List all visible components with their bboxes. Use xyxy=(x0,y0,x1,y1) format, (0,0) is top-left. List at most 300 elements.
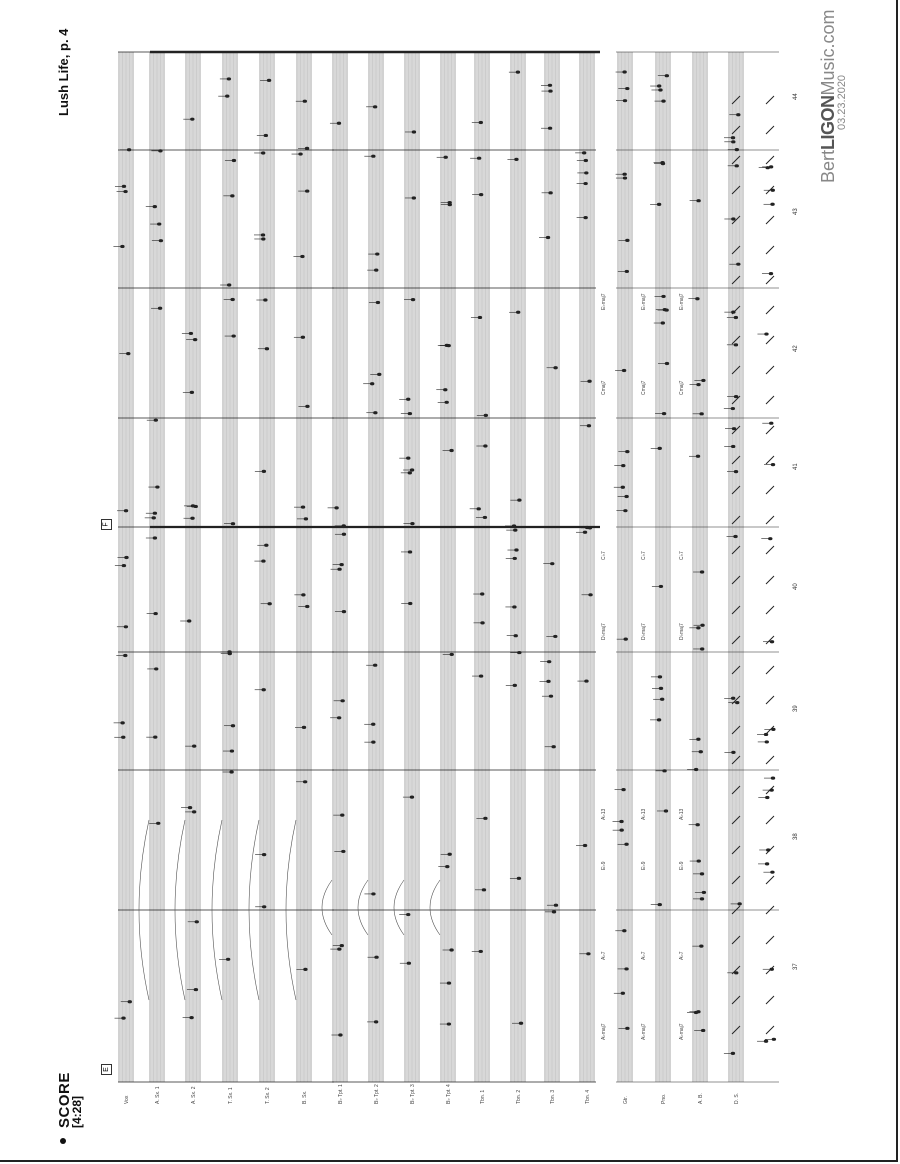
measure-number-43: 43 xyxy=(793,208,799,215)
note-head xyxy=(192,810,196,813)
note-head xyxy=(665,74,669,77)
note-head xyxy=(624,495,628,498)
note-head xyxy=(407,962,411,965)
note-head xyxy=(123,190,127,193)
note-head xyxy=(661,162,665,165)
note-head xyxy=(262,470,266,473)
note-head xyxy=(124,625,128,628)
note-head xyxy=(625,1027,629,1030)
note-head xyxy=(621,992,625,995)
note-head xyxy=(375,252,379,255)
note-head xyxy=(731,751,735,754)
note-head xyxy=(230,749,234,752)
rhythm-slash xyxy=(766,816,774,824)
note-head xyxy=(735,164,739,167)
note-head xyxy=(226,958,230,961)
note-head xyxy=(410,468,414,471)
rhythm-slash xyxy=(766,456,774,464)
rhythm-slash xyxy=(766,126,774,134)
note-head xyxy=(699,945,703,948)
note-head xyxy=(546,236,550,239)
note-head xyxy=(625,450,629,453)
note-head xyxy=(736,113,740,116)
note-head xyxy=(342,533,346,536)
staff-label-4: T. Sx. 1 xyxy=(228,1087,234,1104)
note-head xyxy=(227,77,231,80)
rhythm-slash xyxy=(766,576,774,584)
slur xyxy=(358,880,368,935)
rhythm-slash xyxy=(766,246,774,254)
note-head xyxy=(301,336,305,339)
note-head xyxy=(301,593,305,596)
note-head xyxy=(340,944,344,947)
note-head xyxy=(412,130,416,133)
note-head xyxy=(340,814,344,817)
note-head xyxy=(263,298,267,301)
note-head xyxy=(622,173,626,176)
note-head xyxy=(305,405,309,408)
note-head xyxy=(124,556,128,559)
note-head xyxy=(478,316,482,319)
score-timestamp: [4:28] xyxy=(70,1095,84,1128)
note-head xyxy=(371,723,375,726)
note-head xyxy=(517,651,521,654)
staff-label-16: Pno. xyxy=(661,1093,667,1104)
note-head xyxy=(694,768,698,771)
note-head xyxy=(231,522,235,525)
note-head xyxy=(408,471,412,474)
note-head xyxy=(300,255,304,258)
chord-symbol: A♭13 xyxy=(679,808,685,820)
note-head xyxy=(765,796,769,799)
note-head xyxy=(770,640,774,643)
note-head xyxy=(444,401,448,404)
note-head xyxy=(371,155,375,158)
note-head xyxy=(658,675,662,678)
slur xyxy=(322,880,332,935)
note-head xyxy=(410,796,414,799)
note-head xyxy=(583,844,587,847)
rhythm-slash xyxy=(766,426,774,434)
note-head xyxy=(189,1016,193,1019)
note-head xyxy=(661,295,665,298)
note-head xyxy=(624,638,628,641)
note-head xyxy=(734,470,738,473)
rhythm-slash xyxy=(766,546,774,554)
chord-symbol: E♭maj7 xyxy=(679,293,685,310)
note-head xyxy=(122,564,126,567)
note-head xyxy=(231,724,235,727)
staff-label-12: Tbn. 2 xyxy=(516,1089,522,1104)
note-head xyxy=(699,412,703,415)
note-head xyxy=(477,157,481,160)
note-head xyxy=(619,820,623,823)
note-head xyxy=(658,903,662,906)
note-head xyxy=(734,343,738,346)
note-head xyxy=(765,166,769,169)
note-head xyxy=(623,509,627,512)
note-head xyxy=(548,84,552,87)
note-head xyxy=(772,1038,776,1041)
note-head xyxy=(121,1017,125,1020)
note-head xyxy=(264,134,268,137)
note-head xyxy=(341,850,345,853)
rhythm-slash xyxy=(766,876,774,884)
brand-bold: LIGON xyxy=(818,95,838,150)
note-head xyxy=(771,463,775,466)
note-head xyxy=(695,823,699,826)
note-head xyxy=(624,967,628,970)
note-head xyxy=(619,829,623,832)
rhythm-slash xyxy=(766,696,774,704)
note-head xyxy=(303,100,307,103)
note-head xyxy=(342,610,346,613)
note-head xyxy=(553,635,557,638)
note-head xyxy=(410,522,414,525)
note-head xyxy=(154,419,158,422)
note-head xyxy=(660,698,664,701)
note-head xyxy=(622,929,626,932)
note-head xyxy=(337,122,341,125)
note-head xyxy=(554,904,558,907)
note-head xyxy=(153,736,157,739)
note-head xyxy=(447,201,451,204)
note-head xyxy=(445,865,449,868)
note-head xyxy=(406,457,410,460)
note-head xyxy=(123,654,127,657)
chord-symbol: A♭maj7 xyxy=(679,1023,685,1040)
note-head xyxy=(662,769,666,772)
note-head xyxy=(701,1029,705,1032)
measure-number-39: 39 xyxy=(793,705,799,712)
note-head xyxy=(483,817,487,820)
note-head xyxy=(305,147,309,150)
note-head xyxy=(548,191,552,194)
note-head xyxy=(696,738,700,741)
note-head xyxy=(374,956,378,959)
staff-label-14: Tbn. 4 xyxy=(585,1089,591,1104)
note-head xyxy=(228,652,232,655)
note-head xyxy=(514,158,518,161)
rhythm-slash xyxy=(766,756,774,764)
note-head xyxy=(659,585,663,588)
chord-symbol: A♭maj7 xyxy=(601,1023,607,1040)
note-head xyxy=(584,171,588,174)
note-head xyxy=(700,647,704,650)
note-head xyxy=(549,695,553,698)
note-head xyxy=(305,605,309,608)
note-head xyxy=(623,176,627,179)
note-head xyxy=(517,877,521,880)
rhythm-slash xyxy=(766,336,774,344)
chord-symbol: Cmaj7 xyxy=(641,380,647,395)
note-head xyxy=(770,203,774,206)
note-head xyxy=(267,602,271,605)
note-head xyxy=(731,407,735,410)
note-head xyxy=(370,382,374,385)
note-head xyxy=(406,398,410,401)
chord-symbol: C♭7 xyxy=(641,551,647,560)
note-head xyxy=(764,332,768,335)
note-head xyxy=(664,809,668,812)
note-head xyxy=(411,298,415,301)
note-head xyxy=(765,740,769,743)
note-head xyxy=(765,862,769,865)
note-head xyxy=(551,745,555,748)
note-head xyxy=(158,307,162,310)
note-head xyxy=(516,311,520,314)
note-head xyxy=(621,788,625,791)
note-head xyxy=(267,79,271,82)
note-head xyxy=(513,684,517,687)
note-head xyxy=(265,347,269,350)
note-head xyxy=(696,455,700,458)
note-head xyxy=(695,297,699,300)
note-head xyxy=(583,216,587,219)
note-head xyxy=(547,660,551,663)
note-head xyxy=(262,905,266,908)
note-head xyxy=(769,272,773,275)
note-head xyxy=(733,535,737,538)
note-head xyxy=(484,414,488,417)
chord-symbol: E♭9 xyxy=(641,861,647,870)
rhythm-slash xyxy=(766,396,774,404)
note-head xyxy=(374,269,378,272)
note-head xyxy=(305,189,309,192)
chord-symbol: A♭maj7 xyxy=(641,1023,647,1040)
brand-suffix: Music.com xyxy=(818,9,838,96)
note-head xyxy=(153,612,157,615)
note-head xyxy=(190,391,194,394)
note-head xyxy=(658,447,662,450)
note-head xyxy=(771,776,775,779)
note-head xyxy=(447,981,451,984)
note-head xyxy=(621,464,625,467)
note-head xyxy=(230,298,234,301)
chord-symbol: Cmaj7 xyxy=(601,380,607,395)
note-head xyxy=(546,680,550,683)
note-head xyxy=(261,688,265,691)
note-head xyxy=(764,1040,768,1043)
note-head xyxy=(548,89,552,92)
note-head xyxy=(450,653,454,656)
note-head xyxy=(696,626,700,629)
note-head xyxy=(696,199,700,202)
staff-label-11: Tbn. 1 xyxy=(480,1089,486,1104)
note-head xyxy=(622,369,626,372)
note-head xyxy=(657,718,661,721)
note-head xyxy=(188,806,192,809)
brand-prefix: Bert xyxy=(818,149,838,183)
staff-label-9: B♭ Tpt. 3 xyxy=(410,1084,416,1104)
note-head xyxy=(625,87,629,90)
measure-number-37: 37 xyxy=(793,963,799,970)
note-head xyxy=(516,71,520,74)
brand-date: 03.23.2020 xyxy=(836,74,848,130)
note-head xyxy=(232,159,236,162)
note-head xyxy=(731,136,735,139)
note-head xyxy=(735,148,739,151)
note-head xyxy=(512,524,516,527)
note-head xyxy=(658,88,662,91)
note-head xyxy=(657,84,661,87)
note-head xyxy=(514,634,518,637)
chord-symbol: E♭maj7 xyxy=(641,293,647,310)
score-label: SCORE xyxy=(56,1072,73,1128)
chord-symbol: Cmaj7 xyxy=(679,380,685,395)
note-head xyxy=(337,716,341,719)
note-head xyxy=(408,550,412,553)
note-head xyxy=(661,321,665,324)
note-head xyxy=(694,1011,698,1014)
note-head xyxy=(155,485,159,488)
note-head xyxy=(194,505,198,508)
note-head xyxy=(584,679,588,682)
note-head xyxy=(342,524,346,527)
note-head xyxy=(513,529,517,532)
rhythm-slash xyxy=(766,156,774,164)
chord-symbol: C♭7 xyxy=(679,551,685,560)
note-head xyxy=(154,667,158,670)
chord-symbol: E♭maj7 xyxy=(601,293,607,310)
note-head xyxy=(550,562,554,565)
note-head xyxy=(588,593,592,596)
slur xyxy=(394,880,404,935)
note-head xyxy=(261,559,265,562)
note-head xyxy=(124,509,128,512)
note-head xyxy=(302,726,306,729)
staff-label-3: A. Sx. 2 xyxy=(191,1086,197,1104)
note-head xyxy=(158,149,162,152)
note-head xyxy=(659,687,663,690)
staff-label-1: Vox xyxy=(124,1095,130,1104)
staff-label-18: D. S. xyxy=(734,1092,740,1104)
note-head xyxy=(588,526,592,529)
page-title: Lush Life, p. 4 xyxy=(56,28,71,116)
note-head xyxy=(552,910,556,913)
note-head xyxy=(447,853,451,856)
note-head xyxy=(153,205,157,208)
note-head xyxy=(625,239,629,242)
note-head xyxy=(700,897,704,900)
note-head xyxy=(227,283,231,286)
measure-number-38: 38 xyxy=(793,833,799,840)
note-head xyxy=(121,736,125,739)
note-head xyxy=(194,988,198,991)
slur xyxy=(430,880,440,935)
note-head xyxy=(584,159,588,162)
rehearsal-mark-e: E xyxy=(101,1064,112,1075)
note-head xyxy=(303,780,307,783)
rhythm-slash xyxy=(766,306,774,314)
note-head xyxy=(479,121,483,124)
chord-symbol: E♭9 xyxy=(601,861,607,870)
chord-symbol: D♭maj7 xyxy=(601,623,607,640)
rhythm-slash xyxy=(766,606,774,614)
note-head xyxy=(480,592,484,595)
rehearsal-mark-f: F xyxy=(101,519,112,530)
note-head xyxy=(189,332,193,335)
rhythm-slash xyxy=(766,216,774,224)
note-head xyxy=(479,950,483,953)
chord-symbol: A♭13 xyxy=(641,808,647,820)
note-head xyxy=(371,892,375,895)
note-head xyxy=(548,127,552,130)
chord-symbol: C♭7 xyxy=(601,551,607,560)
note-head xyxy=(482,888,486,891)
note-head xyxy=(699,750,703,753)
note-head xyxy=(702,891,706,894)
note-head xyxy=(770,871,774,874)
note-head xyxy=(582,151,586,154)
note-head xyxy=(261,233,265,236)
chord-symbol: A♭13 xyxy=(601,808,607,820)
note-head xyxy=(338,1033,342,1036)
rhythm-slash xyxy=(766,276,774,284)
measure-number-44: 44 xyxy=(793,93,799,100)
chord-symbol: A♭7 xyxy=(601,951,607,960)
chord-symbol: D♭maj7 xyxy=(641,623,647,640)
note-head xyxy=(479,674,483,677)
note-head xyxy=(120,245,124,248)
note-head xyxy=(373,664,377,667)
note-head xyxy=(371,741,375,744)
note-head xyxy=(519,1022,523,1025)
note-head xyxy=(737,902,741,905)
staff-label-6: B. Sx. xyxy=(302,1090,308,1104)
note-head xyxy=(337,947,341,950)
staff-label-2: A. Sx. 1 xyxy=(155,1086,161,1104)
note-head xyxy=(412,196,416,199)
note-head xyxy=(622,70,626,73)
note-head xyxy=(517,499,521,502)
note-head xyxy=(157,222,161,225)
staff-label-5: T. Sx. 2 xyxy=(265,1087,271,1104)
note-head xyxy=(731,140,735,143)
note-head xyxy=(479,193,483,196)
note-head xyxy=(408,602,412,605)
note-head xyxy=(406,913,410,916)
note-head xyxy=(377,373,381,376)
staff-label-13: Tbn. 3 xyxy=(550,1089,556,1104)
note-head xyxy=(153,536,157,539)
note-head xyxy=(446,344,450,347)
note-head xyxy=(261,151,265,154)
note-head xyxy=(701,379,705,382)
note-head xyxy=(661,99,665,102)
staff-label-7: B♭ Tpt. 1 xyxy=(338,1084,344,1104)
note-head xyxy=(483,444,487,447)
note-head xyxy=(334,506,338,509)
note-head xyxy=(229,770,233,773)
note-head xyxy=(731,697,735,700)
rhythm-slash xyxy=(766,96,774,104)
note-head xyxy=(449,948,453,951)
note-head xyxy=(193,338,197,341)
note-head xyxy=(480,621,484,624)
note-head xyxy=(408,412,412,415)
note-head xyxy=(769,422,773,425)
measure-number-41: 41 xyxy=(793,463,799,470)
note-head xyxy=(298,152,302,155)
note-head xyxy=(623,99,627,102)
note-head xyxy=(736,263,740,266)
chord-symbol: A♭7 xyxy=(679,951,685,960)
note-head xyxy=(187,619,191,622)
note-head xyxy=(768,537,772,540)
note-head xyxy=(625,270,629,273)
note-head xyxy=(195,920,199,923)
